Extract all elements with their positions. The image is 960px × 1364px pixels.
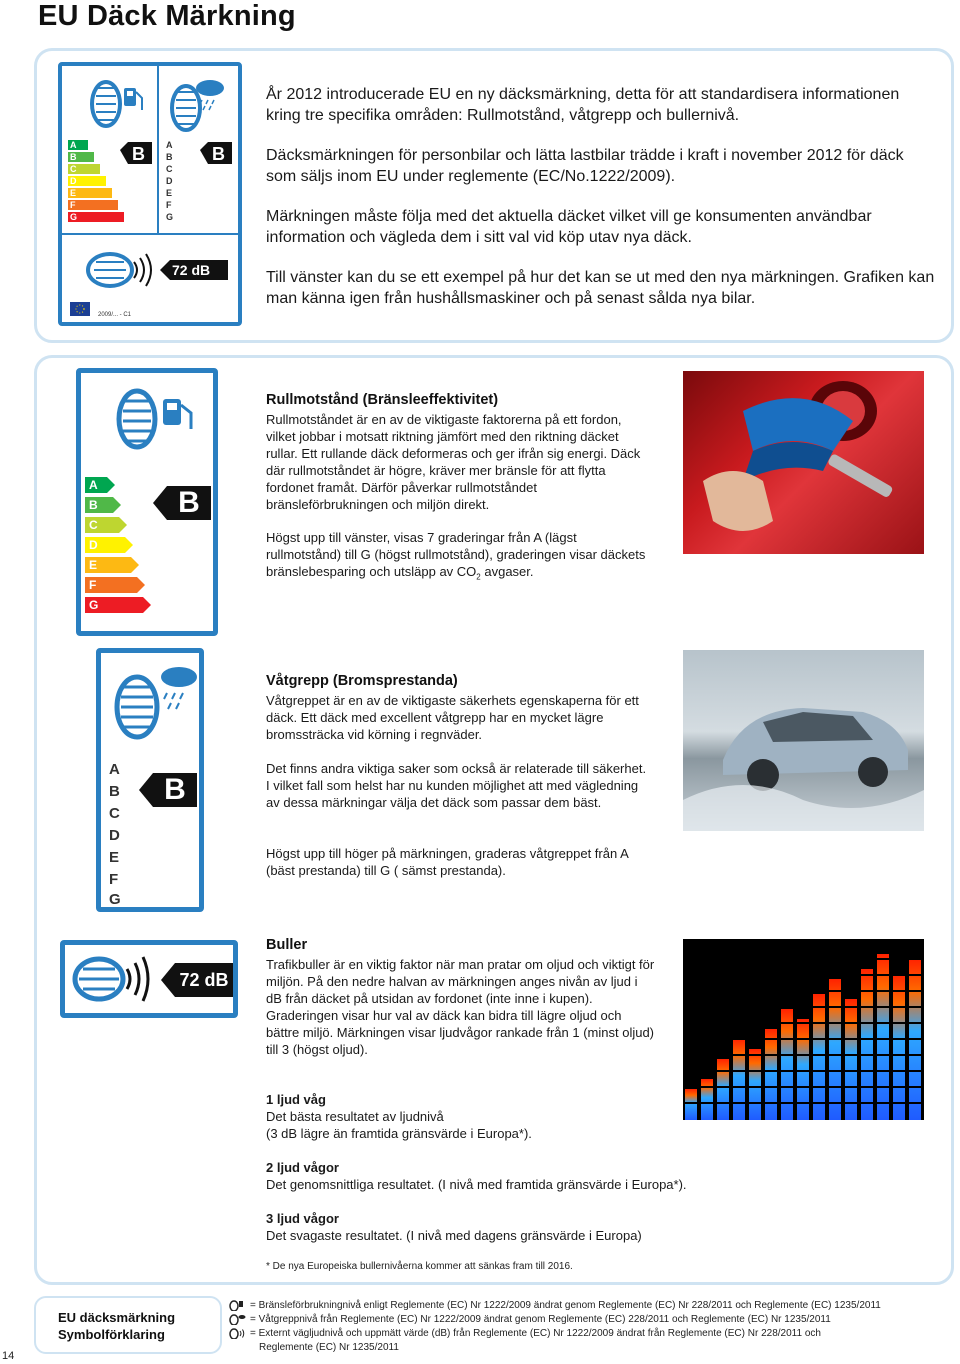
- svg-text:G: G: [166, 212, 174, 222]
- eu-label-sample-graphic: [62, 66, 238, 322]
- label-regulation: 2009/... - C1: [98, 312, 132, 318]
- svg-text:G: G: [70, 212, 78, 222]
- svg-text:D: D: [70, 176, 77, 186]
- intro-paragraph-3: Märkningen måste följa med det aktuella däcket vilket vill ge konsumenten användbar information och vägleda dem i sitt val vid köp utav nya däck.: [266, 208, 872, 246]
- svg-text:C: C: [166, 164, 173, 174]
- wet-tyre-icon: [107, 661, 201, 741]
- svg-text:B: B: [70, 152, 77, 162]
- rolling-heading: Rullmotstånd (Bränsleeffektivitet): [266, 392, 499, 408]
- noise-level-2: [266, 1159, 826, 1193]
- wet-grade-G: G: [109, 891, 121, 908]
- noise-level-2-line-1: Det genomsnittliga resultatet. (I nivå med framtida gränsvärde i Europa*).: [266, 1177, 687, 1192]
- noise-tyre-icon: [228, 1328, 246, 1339]
- wet-grade-A: A: [109, 761, 120, 778]
- eu-label-sample: [58, 62, 242, 326]
- fuel-label: [76, 368, 218, 636]
- svg-text:B: B: [166, 152, 173, 162]
- footnote: * De nya Europeiska bullernivåerna kommer att sänkas fram till 2016.: [266, 1261, 573, 1272]
- noise-level-2-title: 2 ljud vågor: [266, 1160, 339, 1175]
- noise-label: [60, 940, 238, 1018]
- intro-paragraph-1: År 2012 introducerade EU en ny däcksmärkning, detta för att standardisera informationen kring tre specifika områden: Rullmotstånd, våtgrepp och bullernivå.: [266, 86, 900, 124]
- svg-text:A: A: [166, 140, 173, 150]
- fuel-grade-A: A: [85, 477, 107, 493]
- svg-text:F: F: [166, 200, 172, 210]
- fuel-nozzle-photo: [683, 371, 924, 554]
- wet-car-photo: [683, 650, 924, 831]
- fuel-tyre-icon: [228, 1300, 246, 1311]
- noise-level-3-title: 3 ljud vågor: [266, 1211, 339, 1226]
- page-number: 14: [2, 1350, 15, 1362]
- fuel-grade-D: D: [85, 537, 125, 553]
- noise-value-arrow: 72 dB: [175, 963, 233, 997]
- noise-level-1-title: 1 ljud våg: [266, 1092, 326, 1107]
- noise-heading: Buller: [266, 937, 308, 953]
- wet-heading: Våtgrepp (Bromsprestanda): [266, 673, 458, 689]
- wet-grade-E: E: [109, 849, 120, 866]
- noise-level-1: [266, 1091, 696, 1142]
- noise-level-1-line-2: (3 dB lägre än framtida gränsvärde i Europa*).: [266, 1126, 532, 1141]
- legend-row-wet: = Våtgreppnivå från Reglemente (EC) Nr 1222/2009 ändrat genom Reglemente (EC) 228/2011 och Reglemente (EC) Nr 1235/2011: [228, 1314, 831, 1325]
- svg-text:B: B: [212, 144, 225, 164]
- legend-title-line-1: EU däcksmärkning: [58, 1310, 176, 1325]
- svg-text:A: A: [70, 140, 77, 150]
- intro-paragraph-2: Däcksmärkningen för personbilar och lätta lastbilar trädde i kraft i november 2012 för däck som säljs inom EU under reglemente (EC/No.1222/2009).: [266, 147, 904, 185]
- legend-title-line-2: Symbolförklaring: [58, 1327, 165, 1342]
- intro-paragraph-4: Till vänster kan du se ett exempel på hur det kan se ut med den nya märkningen. Grafiken kan man känna igen från hushållsmaskiner och på senast sålda nya bilar.: [266, 269, 935, 307]
- svg-text:E: E: [70, 188, 77, 198]
- noise-tyre-icon: [69, 951, 157, 1007]
- wet-grade-C: C: [109, 805, 120, 822]
- wet-grade-D: D: [109, 827, 120, 844]
- fuel-grade-G: G: [85, 597, 143, 613]
- page-title: EU Däck Märkning: [38, 0, 296, 32]
- legend-row-noise: = Externt vägljudnivå och uppmätt värde (dB) från Reglemente (EC) Nr 1222/2009 ändrat från Reglemente (EC) Nr 228/2011 och: [228, 1328, 821, 1339]
- svg-text:D: D: [166, 176, 173, 186]
- legend-row-noise-cont: Reglemente (EC) Nr 1235/2011: [259, 1342, 399, 1353]
- fuel-tyre-icon: [111, 387, 201, 451]
- noise-level-3: [266, 1210, 826, 1244]
- svg-text:C: C: [70, 164, 77, 174]
- wet-label: [96, 648, 204, 912]
- legend-title-box: [34, 1296, 222, 1354]
- fuel-grade-E: E: [85, 557, 131, 573]
- legend-row-fuel: = Bränsleförbrukningnivå enligt Reglemente (EC) Nr 1222/2009 ändrat genom Reglemente (EC) Nr 228/2011 och Reglemente (EC) 1235/2011: [228, 1300, 881, 1311]
- noise-level-1-line-1: Det bästa resultatet av ljudnivå: [266, 1109, 444, 1124]
- label-noise-value: 72 dB: [172, 262, 211, 278]
- rolling-text-1: Rullmotståndet är en av de viktigaste faktorerna på ett fordon, vilket jobbar i motsatt riktning jämfört med den riktning däcket rullar. Ett rullande däck deformeras och ger ifrån sig energi. Däck där rullmotståndet är högre, kräver mer bränsle för att flytta fordonet framåt. Därför påverkar rullmotståndet bränsleförbrukningen och miljön direkt.: [266, 412, 641, 512]
- svg-text:E: E: [166, 188, 173, 198]
- equalizer-photo: [683, 939, 924, 1120]
- rolling-text-2: Högst upp till vänster, visas 7 graderingar från A (lägst rullmotstånd) till G (högst rullmotstånd), graderingen visar däckets bränslebesparing och utsläpp av $CO_2$ avgaser.: [266, 530, 646, 582]
- svg-text:B: B: [132, 144, 145, 164]
- noise-text-1: Trafikbuller är en viktig faktor när man pratar om oljud och viktigt för miljön. På den nedre halvan av märkningen anges nivån av ljud i dB från däcket på utsidan av fordonet (inte inne i kupen). Graderingen visar hur val av däck kan bidra till lägre oljud och bättre miljö. Märkningen visar ljudvågor rankade från 1 (minst oljud) till 3 (högst oljud).: [266, 957, 655, 1057]
- svg-text:F: F: [70, 200, 76, 210]
- fuel-grade-C: C: [85, 517, 119, 533]
- wet-text-1: Våtgreppet är en av de viktigaste säkerhets egenskaperna för ett däck. Ett däck med excellent våtgrepp har en mycket lägre bromssträcka vid körning i regnväder.: [266, 693, 639, 742]
- eu-flag-icon: [70, 302, 90, 316]
- fuel-grade-B: B: [85, 497, 113, 513]
- fuel-rating-arrow: B: [167, 486, 211, 520]
- wet-grade-F: F: [109, 871, 119, 888]
- wet-rating-arrow: B: [153, 773, 197, 807]
- noise-level-3-line-1: Det svagaste resultatet. (I nivå med dagens gränsvärde i Europa): [266, 1228, 642, 1243]
- wet-tyre-icon: [228, 1314, 246, 1325]
- fuel-grade-F: F: [85, 577, 137, 593]
- wet-text-2: Det finns andra viktiga saker som också är relaterade till säkerhet. I vilket fall som helst har nu kunden möjlighet att med vägledning av dessa märkningar välja det däck som passar dem bäst.: [266, 761, 647, 810]
- wet-grade-B: B: [109, 783, 120, 800]
- wet-text-3: Högst upp till höger på märkningen, graderas våtgreppet från A (bäst prestanda) till G ( sämst prestanda).: [266, 846, 629, 878]
